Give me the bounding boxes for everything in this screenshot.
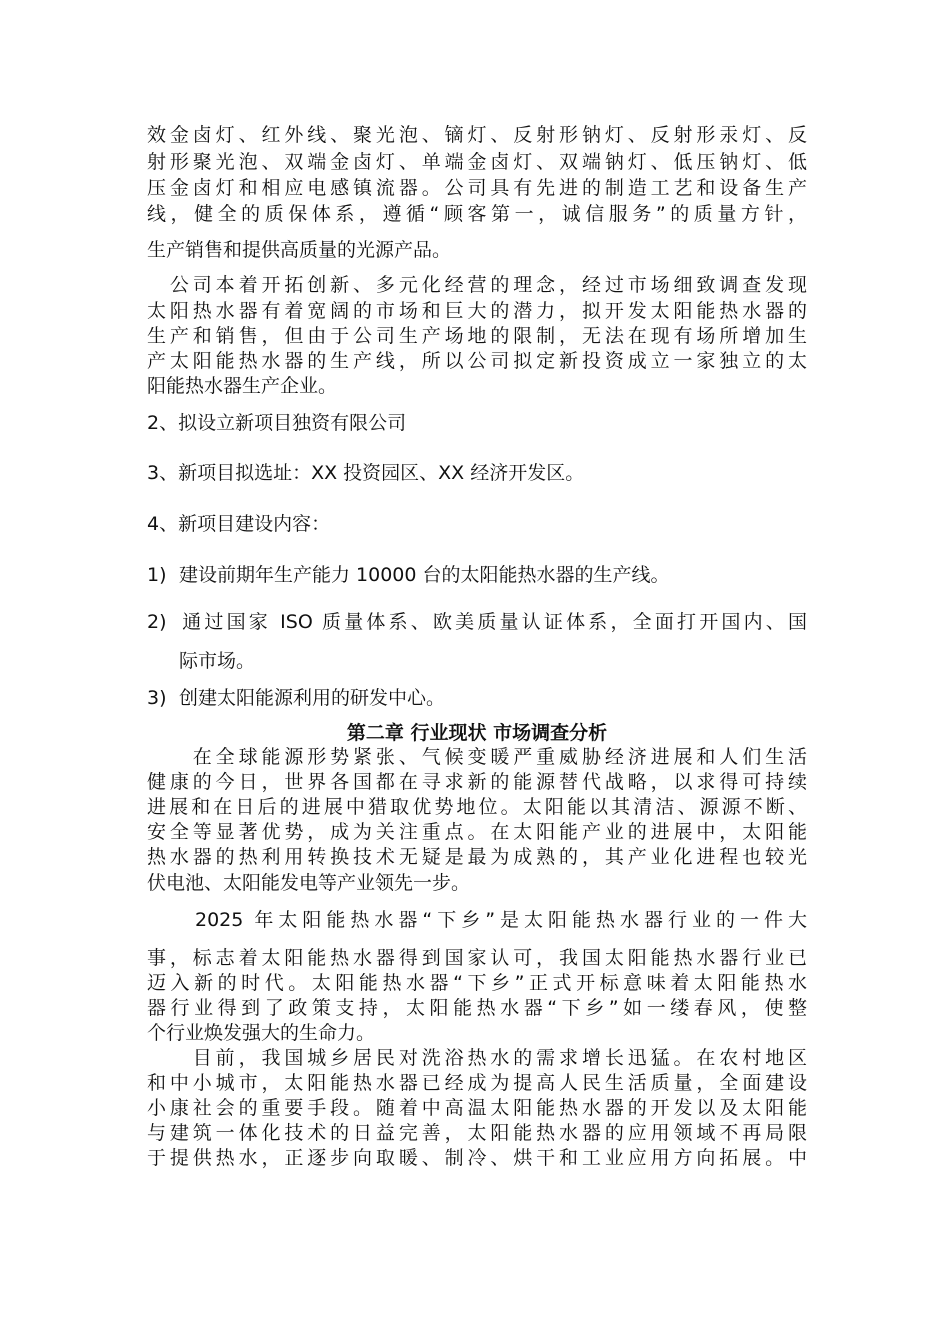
chapter-para2-line: 迈入新的时代。太阳能热水器“下乡”正式开标意味着太阳能热水 <box>147 972 807 994</box>
intro-line: 生产销售和提供高质量的光源产品。 <box>147 239 452 261</box>
subitem-text: 通过国家 ISO 质量体系、欧美质量认证体系，全面打开国内、国 <box>179 611 807 633</box>
chapter-para3-line: 目前，我国城乡居民对洗浴热水的需求增长迅猛。在农村地区 <box>147 1047 807 1069</box>
item-4: 4、新项目建设内容： <box>147 513 331 535</box>
chapter-para2-line: 事，标志着太阳能热水器得到国家认可，我国太阳能热水器行业已 <box>147 947 807 969</box>
company-para-line: 公司本着开拓创新、多元化经营的理念，经过市场细致调查发现 <box>147 274 807 296</box>
subitem-3 <box>147 686 807 711</box>
subitem-number: 2) <box>147 611 167 633</box>
chapter-para3-line: 与建筑一体化技术的日益完善，太阳能热水器的应用领域不再局限 <box>147 1122 807 1144</box>
chapter-para1-line: 在全球能源形势紧张、气候变暖严重威胁经济进展和人们生活 <box>147 746 807 768</box>
chapter-para3-line: 于提供热水，正逐步向取暖、制冷、烘干和工业应用方向拓展。中 <box>147 1147 807 1169</box>
chapter-para1-line: 热水器的热利用转换技术无疑是最为成熟的，其产业化进程也较光 <box>147 846 807 868</box>
chapter-para1-line: 进展和在日后的进展中猎取优势地位。太阳能以其清洁、源源不断、 <box>147 796 807 818</box>
subitem-number: 3) <box>147 687 167 709</box>
intro-line: 效金卤灯、红外线、聚光泡、镝灯、反射形钠灯、反射形汞灯、反 <box>147 124 807 146</box>
chapter-para3-line: 和中小城市，太阳能热水器已经成为提高人民生活质量，全面建设 <box>147 1072 807 1094</box>
chapter-para2-line: 个行业焕发强大的生命力。 <box>147 1022 376 1044</box>
intro-line: 压金卤灯和相应电感镇流器。公司具有先进的制造工艺和设备生产 <box>147 177 807 199</box>
subitem-2-continued: 际市场。 <box>179 650 256 672</box>
item-3: 3、新项目拟选址：XX 投资园区、XX 经济开发区。 <box>147 462 585 484</box>
chapter-para1-line: 健康的今日，世界各国都在寻求新的能源替代战略，以求得可持续 <box>147 771 807 793</box>
subitem-text: 建设前期年生产能力 10000 台的太阳能热水器的生产线。 <box>179 564 670 586</box>
subitem-2 <box>147 610 807 635</box>
subitem-1 <box>147 563 807 588</box>
subitem-text: 创建太阳能源利用的研发中心。 <box>179 687 446 709</box>
chapter-para1-line: 安全等显著优势，成为关注重点。在太阳能产业的进展中，太阳能 <box>147 821 807 843</box>
company-para-line: 太阳热水器有着宽阔的市场和巨大的潜力，拟开发太阳能热水器的 <box>147 300 807 322</box>
chapter-para2-line: 器行业得到了政策支持，太阳能热水器“下乡”如一缕春风，使整 <box>147 997 807 1019</box>
company-para-line: 阳能热水器生产企业。 <box>147 375 338 397</box>
chapter-para3-line: 小康社会的重要手段。随着中高温太阳能热水器的开发以及太阳能 <box>147 1097 807 1119</box>
item-2: 2、拟设立新项目独资有限公司 <box>147 412 407 434</box>
company-para-line: 产太阳能热水器的生产线，所以公司拟定新投资成立一家独立的太 <box>147 350 807 372</box>
intro-line: 线，健全的质保体系，遵循“顾客第一，诚信服务”的质量方针， <box>147 203 807 225</box>
intro-line: 射形聚光泡、双端金卤灯、单端金卤灯、双端钠灯、低压钠灯、低 <box>147 151 807 173</box>
company-para-line: 生产和销售，但由于公司生产场地的限制，无法在现有场所增加生 <box>147 325 807 347</box>
chapter-para2-line: 2025 年太阳能热水器“下乡”是太阳能热水器行业的一件大 <box>147 909 807 931</box>
subitem-number: 1) <box>147 564 167 586</box>
chapter-heading: 第二章 行业现状 市场调查分析 <box>346 722 608 744</box>
chapter-para1-line: 伏电池、太阳能发电等产业领先一步。 <box>147 872 471 894</box>
